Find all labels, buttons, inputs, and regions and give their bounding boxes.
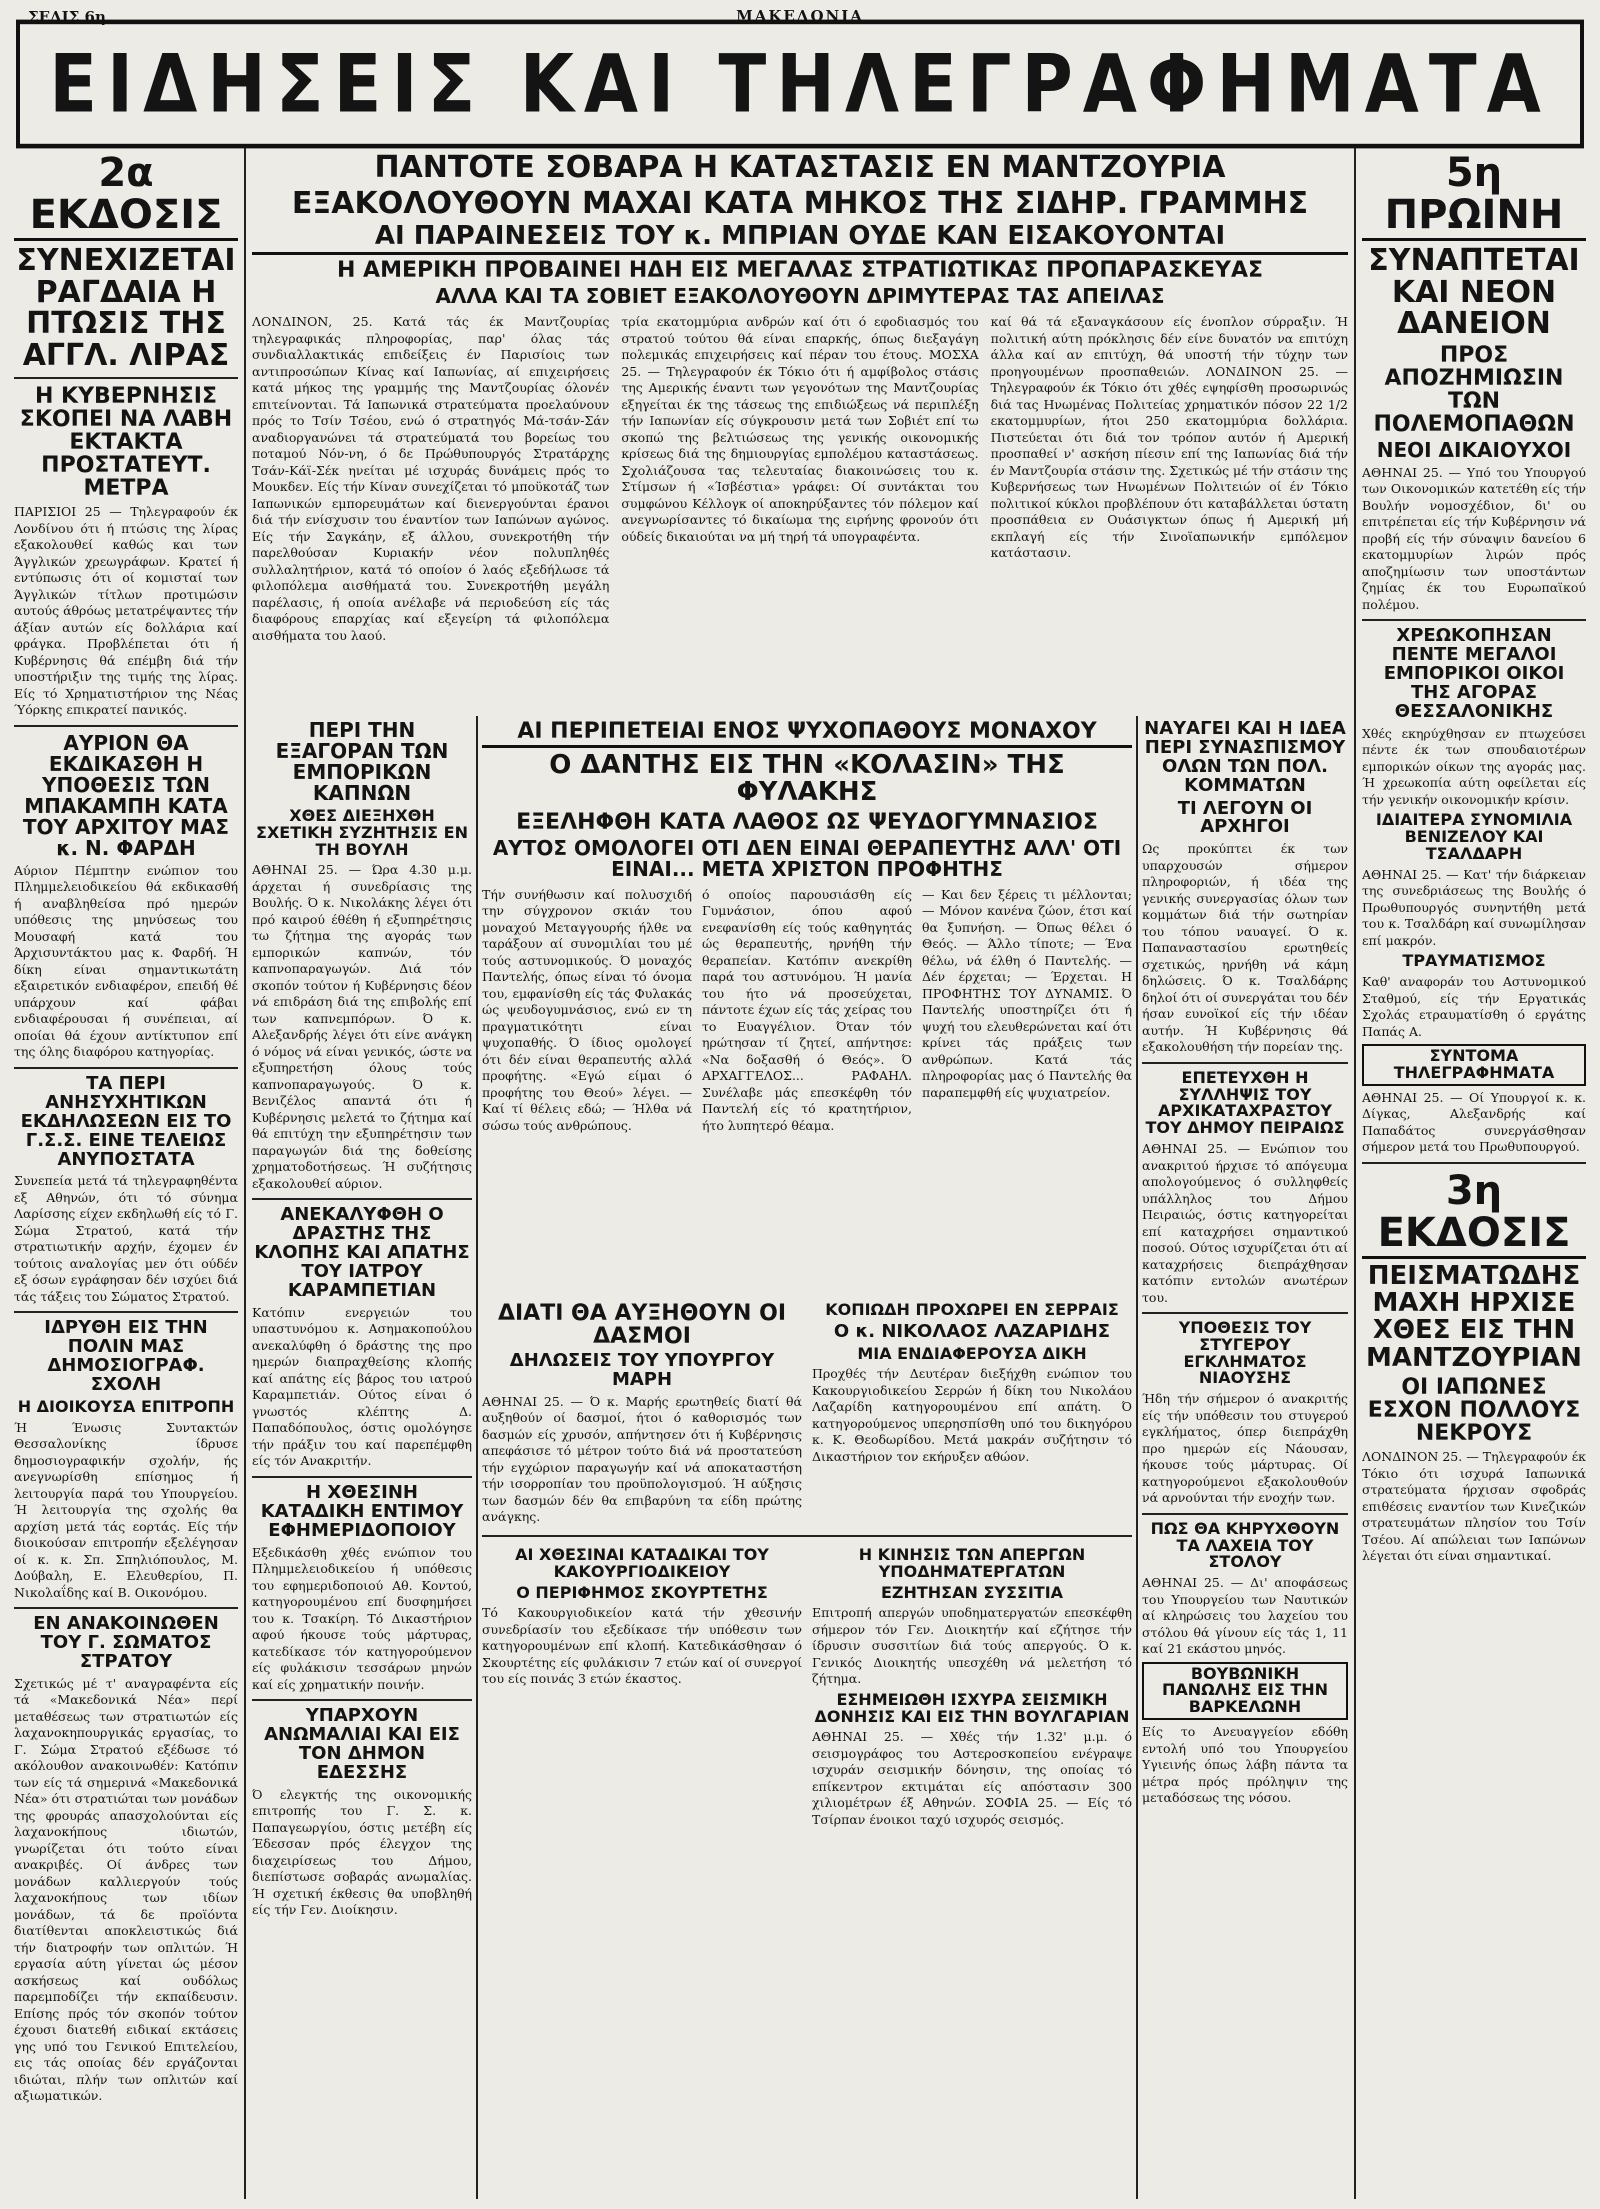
divider [14, 1067, 238, 1069]
monk-story-columns [482, 884, 1132, 1138]
subhead-war-victims: ΠΡΟΣ ΑΠΟΖΗΜΙΩΣΙΝ ΤΩΝ ΠΟΛΕΜΟΠΑΘΩΝ [1373, 342, 1575, 437]
edition-label: 2α ΕΚΔΟΣΙΣ [14, 152, 238, 241]
article-pound: ΠΑΡΙΣΙΟΙ 25 — Τηλεγραφούν έκ Λονδίνου ότι ή πτώσις της λίρας εξακολουθεί καθώς και των Άγγλικών χρεωγράφων. Κρατεί ή εντύπωσις ότι οί κομισταί των Άγγλικών τίτλων προτιμώσιν αυτούς άθρόως μετατρέψαντες τήν άξίαν αυτών είς δολλάρια καί φράγκα. Προβλέπεται ότι ή Κυβέρνησις θά επέμβη διά τήν υποστήριξιν της τιμής της λίρας. Είς τό Χρηματιστήριον της Νέας Ύόρκης επικρατεί πανικός. [14, 504, 238, 718]
headline-mistaken: ΕΞΕΛΗΦΘΗ ΚΑΤΑ ΛΑΘΟΣ ΩΣ ΨΕΥΔΟΓΥΜΝΑΣΙΟΣ [516, 809, 1098, 835]
headline-serres: ΚΟΠΙΩΔΗ ΠΡΟΧΩΡΕΙ ΕΝ ΣΕΡΡΑΙΣ [825, 1300, 1119, 1319]
divider [14, 1607, 238, 1609]
court-story [482, 1543, 802, 1831]
column-rule [1136, 716, 1138, 2199]
headline-theft: ΑΝΕΚΑΛΥΦΘΗ Ο ΔΡΑΣΤΗΣ ΤΗΣ ΚΛΟΠΗΣ ΚΑΙ ΑΠΑΤΗΣ ΤΟΥ ΙΑΤΡΟΥ ΚΑΡΑΜΠΕΤΙΑΝ [254, 1204, 470, 1301]
headline-venizelos-meeting: ΙΔΙΑΙΤΕΡΑ ΣΥΝΟΜΙΛΙΑ ΒΕΝΙΖΕΛΟΥ ΚΑΙ ΤΣΑΛΔΑΡΗ [1375, 810, 1573, 863]
article-corps: Συνεπεία μετά τά τηλεγραφηθέντα εξ Αθηνών, ότι τό σύνημα Λαρίσσης είχεν εκδηλωθή είς τό Γ. Σώμα Στρατού, κατά τήν στρατιωτικήν αρχήν, έχομεν έν τούτοις αναλογίας μεν ότι ούδέν εξ όσων εγράφησαν δέν ισχύει διά τάς τάξεις του Σώματος Στρατού. [14, 1173, 238, 1304]
main-col-3: καί θά τά εξαναγκάσουν είς ένοπλον σύρραξιν. Ή πολιτική αύτη πρόκλησις δέν είνε δυνατόν να επιτύχη άλλα καί αν επιτύχη, θά υποστή τήν τύχην των προηγουμένων προσπαθειών. ΛΟΝΔΙΝΟΝ 25. — Τηλεγραφούν έκ Τόκιο ότι χθές εψηφίσθη προσωρινώς διά τας Ηνωμένας Πολιτείας χρηματικόν πόσον 22 1/2 εκατομμυρίων, ήτοι 250 εκατομμύρια δολλάρια. Πιστεύεται ότι διά τον τρόπον αυτόν ή Αμερική προσπαθεί ν' ασκήση πίεσιν επί της Ιαπωνίας διά τήν έν Μαντζουρία στάσιν της. Σχετικώς μέ τήν στάσιν της Κυβερνήσεως των Ηνωμένων Πολιτειών οί έν Τόκιο πολιτικοί κύκλοι προβλέπουν ότι καταβάλλεται ύστατη προσπάθεια εν Ουάσιγκτων όπως ή Αμερική μή εκπλαγή είς τήν Σινοϊαπωνικήν εμπόλεμον κατάστασιν. [990, 314, 1348, 561]
article-strikers: Επιτροπή απεργών υποδηματεργατών επεσκέφθη σήμερον τόν Γεν. Διοικητήν καί εζήτησε τήν ίδρυσιν συσσιτίων διά τούς απεργούς. Ό κ. Γενικός Διοικητής υπεσχέθη νά μελετήση τό ζήτημα. [812, 1605, 1132, 1687]
monk-col-3: — Και δεν ξέρεις τι μέλλονται; — Μόνον κανένα ζώον, έτσι καί θα ξυπνήση. — Όπως θέλει ό Θεός. — Άλλο τίποτε; — Ένα θέλω, νά έλθη ό Παντελής. — Δέν έρχεται; — Έρχεται. Η ΠΡΟΦΗΤΗΣ ΤΟΥ ΔΥΝΑΜΙΣ. Ό Παντελής υποστηρίζει ότι ή ψυχή του ελευθερώνεται καί ότι κρίνει τάς πράξεις των ανθρώπων. Κατά τάς πληροφορίας μας ό Παντελής θα παραπεμφθή είς ψυχιατρείον. [922, 886, 1132, 1100]
headline-fierce-battle: ΠΕΙΣΜΑΤΩΔΗΣ ΜΑΧΗ ΗΡΧΙΣΕ ΧΘΕΣ ΕΙΣ ΤΗΝ ΜΑΝΤΖΟΥΡΙΑΝ [1366, 1260, 1582, 1373]
politics-column [1142, 716, 1348, 2202]
article-school: Ή Ένωσις Συντακτών Θεσσαλονίκης ίδρυσε δημοσιογραφικήν σχολήν, ής ανεγνωρίσθη επίσημος ή λειτουργία παρά του Υπουργείου. Ή λειτουργία της σχολής θα αρχίση μετά τάς εορτάς. Είς τήν διοικούσαν επιτροπήν εξελέγησαν οί κ. κ. Σπ. Σπηλιόπουλος, Μ. Δούβαλη, Ε. Ελευθερίου, Π. Νικολαΐδης καί Β. Οικονόμου. [14, 1419, 238, 1600]
headline-brief-telegrams: ΣΥΝΤΟΜΑ ΤΗΛΕΓΡΑΦΗΜΑΤΑ [1362, 1044, 1586, 1086]
serres-story [812, 1298, 1132, 1529]
subhead-leaders: ΤΙ ΛΕΓΟΥΝ ΟΙ ΑΡΧΗΓΟΙ [1177, 797, 1313, 838]
subhead-trial: ΜΙΑ ΕΝΔΙΑΦΕΡΟΥΣΑ ΔΙΚΗ [857, 1343, 1087, 1363]
divider [1142, 1513, 1348, 1515]
headline-coalition: ΝΑΥΑΓΕΙ ΚΑΙ Η ΙΔΕΑ ΠΕΡΙ ΣΥΝΑΣΠΙΣΜΟΥ ΟΛΩΝ ΤΩΝ ΠΟΛ. ΚΟΜΜΑΤΩΝ [1144, 718, 1346, 796]
divider [14, 1311, 238, 1313]
headline-tobacco: ΠΕΡΙ ΤΗΝ ΕΞΑΓΟΡΑΝ ΤΩΝ ΕΜΠΟΡΙΚΩΝ ΚΑΠΝΩΝ [275, 718, 449, 805]
headline-pound-fall: ΣΥΝΕΧΙΖΕΤΑΙ ΡΑΓΔΑΙΑ Η ΠΤΩΣΙΣ ΤΗΣ ΑΓΓΛ. ΛΙΡΑΣ [16, 243, 236, 373]
subhead-soup-kitchens: ΕΖΗΤΗΣΑΝ ΣΥΣΣΙΤΙΑ [880, 1582, 1064, 1602]
article-brief: ΑΘΗΝΑΙ 25. — Οί Υπουργοί κ. κ. Δίγκας, Αλεξανδρής καί Παπαδάτος συνεργάσθησαν σήμερον μετά του Πρωθυπουργού. [1362, 1089, 1586, 1155]
divider [252, 1699, 472, 1701]
column-rule [1354, 148, 1356, 2199]
article-theft: Κατόπιν ενεργειών του υπαστυνόμου κ. Ασημακοπούλου ανεκαλύφθη ό δράστης της προ ημερών διαπραχθείσης κλοπής καί απάτης είς βάρος του ιατρού Καραμπετιάν. Ούτος είναι ό γνωστός κλέπτης Δ. Παπαδόπουλος, όστις ομολόγησε τήν πράξιν του καί παρεπέμφθη είς τόν Ανακριτήν. [252, 1304, 472, 1469]
left-column [14, 148, 238, 2203]
headline-tariffs: ΔΙΑΤΙ ΘΑ ΑΥΞΗΘΟΥΝ ΟΙ ΔΑΣΜΟΙ [497, 1301, 787, 1350]
divider [14, 725, 238, 727]
article-lottery: ΑΘΗΝΑΙ 25. — Δι' αποφάσεως του Υπουργείου των Ναυτικών αί κληρώσεις του λαχείου του στόλου θά γίνουν είς τάς 1, 11 καί 21 εκάστου μηνός. [1142, 1575, 1348, 1657]
headline-piraeus: ΕΠΕΤΕΥΧΘΗ Η ΣΥΛΛΗΨΙΣ ΤΟΥ ΑΡΧΙΚΑΤΑΧΡΑΣΤΟΥ ΤΟΥ ΔΗΜΟΥ ΠΕΙΡΑΙΩΣ [1145, 1067, 1345, 1138]
bottom-stories [482, 1298, 1132, 2202]
article-tariffs: ΑΘΗΝΑΙ 25. — Ό κ. Μαρής ερωτηθείς διατί θά αυξηθούν οί δασμοί, ήτοι ό καθορισμός των δασμών είς χρυσόν, απήντησεν ότι ή Κυβέρνησις απεφάσισε τό μέτρον τούτο διά νά προστατεύση τήν εγχώριον παραγωγήν καί νά αποκαταστήση τήν ισορροπίαν του προϋπολογισμού. Ή αύξησις των δασμών δέν θα επιβαρύνη τα είδη πρώτης ανάγκης. [482, 1393, 802, 1525]
headline-injury: ΤΡΑΥΜΑΤΙΣΜΟΣ [1402, 951, 1546, 971]
article-piraeus: ΑΘΗΝΑΙ 25. — Ενώπιον του ανακριτού ήρχισε τό απόγευμα απολογούμενος ό συλληφθείς υπάλληλος του Δήμου Πειραιώς, όστις κατηγορείται επί καταχρήσει σημαντικού ποσού. Ούτος ισχυρίζεται ότι αί καταχρήσεις διεπράχθησαν κατόπιν εντολών ανωτέρων του. [1142, 1141, 1348, 1305]
headline-naousa: ΥΠΟΘΕΣΙΣ ΤΟΥ ΣΤΥΓΕΡΟΥ ΕΓΚΛΗΜΑΤΟΣ ΝΙΑΟΥΣΗΣ [1178, 1318, 1312, 1388]
subhead-lazaridis: Ο κ. ΝΙΚΟΛΑΟΣ ΛΑΖΑΡΙΔΗΣ [833, 1320, 1111, 1342]
page-label: ΣΕΛΙΣ 6η [28, 8, 106, 26]
headline-earthquake: ΕΣΗΜΕΙΩΘΗ ΙΣΧΥΡΑ ΣΕΙΣΜΙΚΗ ΔΟΝΗΣΙΣ ΚΑΙ ΕΙΣ ΤΗΝ ΒΟΥΛΓΑΡΙΑΝ [814, 1689, 1130, 1726]
right-column [1362, 148, 1586, 2203]
monk-col-1: Τήν συνήθωσιν καί πολυσχιδή την σύγχρονον σκιάν του μοναχού Μεταγγουρής ήλθε να ταράξουν αί συνομιλίαι του μέ τούς αστυνομικούς. Ό μοναχός Παντελής, όπως είναι τό όνομα του, εμφανίσθη είς τάς Φυλακάς ώς ψευδογυμνάσιος, ενώ εν τη πραγματικότητι είναι ψυχοπαθής. Ό ίδιος ομολογεί ότι δέν είναι θεραπευτής αλλά προφήτης. «Εγώ είμαι ό προφήτης του Θεού» λέγει. — Καί τί θέλεις εδώ; — Ήλθα νά σώσω τούς ανθρώπους. [482, 886, 692, 1133]
subhead-committee: Η ΔΙΟΙΚΟΥΣΑ ΕΠΙΤΡΟΠΗ [17, 1396, 235, 1416]
main-headline-soviets: ΑΛΛΑ ΚΑΙ ΤΑ ΣΟΒΙΕΤ ΕΞΑΚΟΛΟΥΘΟΥΝ ΔΡΙΜΥΤΕΡΑΣ ΤΑΣ ΑΠΕΙΛΑΣ [435, 284, 1165, 309]
tariffs-story [482, 1298, 802, 1529]
headline-plague: ΒΟΥΒΩΝΙΚΗ ΠΑΝΩΛΗΣ ΕΙΣ ΤΗΝ ΒΑΡΚΕΛΩΝΗ [1142, 1662, 1348, 1720]
headline-dante: Ο ΔΑΝΤΗΣ ΕΙΣ ΤΗΝ «ΚΟΛΑΣΙΝ» ΤΗΣ ΦΥΛΑΚΗΣ [549, 750, 1065, 808]
column-rule [244, 148, 246, 2199]
article-court: Τό Κακουργιοδικείον κατά τήν χθεσινήν συνεδρίασίν του εξεδίκασε τήν υπόθεσιν των κατηγορουμένων επί κλοπή. Κατεδικάσθησαν ό Σκουρτέτης είς φυλάκισιν 7 ετών καί οί συνεργοί του είς ποινάς 3 ετών έκαστος. [482, 1605, 802, 1687]
monk-col-2: ό οποίος παρουσιάσθη είς Γυμνάσιον, όπου αφού ενεφανίσθη είς τούς καθηγητάς ώς θεραπευτής, ηρνήθη τήν θεραπείαν. Κατόπιν ανεκρίθη παρά του αστυνόμου. Ή μανία του ήτο νά προσεύχεται, πάντοτε έχων είς τάς χείρας του το Ευαγγέλιον. Όταν τόν ηρώτησαν τί ζητεί, απήντησε: «Να δοξασθή ό Θεός». Ό ΑΡΧΑΓΓΕΛΟΣ... ΡΑΦΑΗΛ. Συνέλαβε μάς επεσκέφθη τόν Παντελή είς τό κρατητήριον, ήτο λυπητερό θέαμα. [702, 886, 912, 1133]
monk-story [482, 716, 1132, 1292]
edition-label-morning: 5η ΠΡΩΙΝΗ [1362, 152, 1586, 241]
article-earthquake: ΑΘΗΝΑΙ 25. — Χθές τήν 1.32' μ.μ. ό σεισμογράφος του Αστεροσκοπείου ενέγραψε ισχυράν σεισμικήν δόνησιν, της οποίας τό επίκεντρον εκτιμάται είς απόστασιν 300 χιλιομέτρων έξ Αθηνών. ΣΟΦΙΑ 25. — Είς τό Τσίρπαν ένοικοι ταχύ ισχυρός σεισμός. [812, 1729, 1132, 1827]
headline-journalism-school: ΙΔΡΥΘΗ ΕΙΣ ΤΗΝ ΠΟΛΙΝ ΜΑΣ ΔΗΜΟΣΙΟΓΡΑΦ. ΣΧΟΛΗ [44, 1317, 208, 1396]
headline-japanese-dead: ΟΙ ΙΑΠΩΝΕΣ ΕΣΧΟΝ ΠΟΛΛΟΥΣ ΝΕΚΡΟΥΣ [1367, 1374, 1581, 1446]
headline-new-loan: ΣΥΝΑΠΤΕΤΑΙ ΚΑΙ ΝΕΟΝ ΔΑΝΕΙΟΝ [1368, 243, 1580, 341]
main-story [252, 148, 1348, 708]
main-col-2: τρία εκατομμύρια ανδρών καί ότι ό εφοδιασμός του στρατού τούτου θά είναι επαρκής, όπως διεξαγάγη πολεμικάς επιχειρήσεις καί πέραν του έτους. ΜΟΣΧΑ 25. — Τηλεγραφούν έκ Τόκιο ότι ή αμφίβολος στάσις της Αμερικής έναντι των γεγονότων της Μαντζουρίας εξηγείται έκ της τάσεως της επιδιώξεως νά περιπλέξη τήν Ιαπωνίαν είς σύγκρουσιν μετά των Σοβιέτ επί τω σκοπώ της βελτιώσεως της γενικής οικονομικής κρίσεως διά της δημιουργίας εμπολέμου καταστάσεως. Σχολιάζουσα τας τελευταίας διακοινώσεις του κ. Στίμσων ή «Ίσβέστια» γράφει: Οί συντάκται του συμφώνου Κέλλογκ οί αποκηρύξαντες τόν πόλεμον καί ανεγνωρίσαντες τό δικαίωμα της ειρήνης φρονούν ότι ούδείς δικαιούται να μή τηρή τά υπογραφέντα. [621, 314, 979, 544]
article-trial: Αύριον Πέμπτην ενώπιον του Πλημμελειοδικείου θά εκδικασθή ή αναβληθείσα πρό ημερών υπόθεσις της μηνύσεως του Μουσαφή κατά του Άρχισυντάκτου μας κ. Φαρδή. Ή δίκη είναι σημαντικωτάτη εξαιρετικόν ενδιαφέρον, επειδή θέ υπάρχουν καί φάβαι ενδιαφέρουσαι ή συνέπειαι, αί οποίαι θά έχουν αντίκτυπον επί της όλης διαφόρου κατηγορίας. [14, 862, 238, 1060]
headline-strikers: Η ΚΙΝΗΣΙΣ ΤΩΝ ΑΠΕΡΓΩΝ ΥΠΟΔΗΜΑΤΕΡΓΑΤΩΝ [858, 1544, 1086, 1581]
article-bankruptcies: Χθές εκηρύχθησαν εν πτωχεύσει πέντε έκ των σπουδαιοτέρων εμπορικών οίκων της αγοράς μας. Ή χρεωκοπία αύτη οφείλεται είς τήν γενικήν οικονομικήν κρίσιν. [1362, 725, 1586, 807]
article-conviction: Εξεδικάσθη χθές ενώπιον του Πλημμελειοδικείου ή υπόθεσις του εφημεριδοποιού Αθ. Κοντού, κατηγορουμένου επί δυσφημήσει του κ. Τσακίρη. Τό Δικαστήριον αφού ήκουσε τούς μάρτυρας, κατεδίκασε τόν κατηγορούμενον είς φυλάκισιν τεσσάρων μηνών καί είς χρηματικήν ποινήν. [252, 1544, 472, 1692]
divider [1142, 1062, 1348, 1064]
column-rule [476, 716, 478, 2199]
subhead-beneficiaries: ΝΕΟΙ ΔΙΚΑΙΟΥΧΟΙ [1376, 437, 1572, 462]
subhead-tobacco-debate: ΧΘΕΣ ΔΙΕΞΗΧΘΗ ΣΧΕΤΙΚΗ ΣΥΖΗΤΗΣΙΣ ΕΝ ΤΗ ΒΟΥΛΗ [256, 806, 468, 859]
article-plague: Είς το Ανευαγγείον εδόθη εντολή υπό του Υπουργείου Υγιεινής όπως λάβη πάντα τα μέτρα πρός πρόληψιν της μεταδόσεως της νόσου. [1142, 1724, 1348, 1805]
headline-prophet: ΑΥΤΟΣ ΟΜΟΛΟΓΕΙ ΟΤΙ ΔΕΝ ΕΙΝΑΙ ΘΕΡΑΠΕΥΤΗΣ ΑΛΛ' ΟΤΙ ΕΙΝΑΙ... ΜΕΤΑ ΧΡΙΣΤΟΝ ΠΡΟΦΗΤΗΣ [492, 835, 1122, 881]
article-coalition: Ως προκύπτει έκ των υπαρχουσών σήμερον πληροφοριών, ή ιδέα της γενικής συνεργασίας όλων των κομμάτων διά τήν σωτηρίαν του τόπου ναυαγεί. Ό κ. Παπαναστασίου ερωτηθείς σχετικώς, ηρνήθη νά κάμη δηλώσεις. Ό κ. Τσαλδάρης δηλοί ότι οί συνεργάται του δέν ήσαν ευνοϊκοί είς τήν ιδέαν αυτήν. Ή Κυβέρνησις θά εξακολουθήση τήν πορείαν της. [1142, 841, 1348, 1055]
divider [1362, 1162, 1586, 1164]
headline-court: ΑΙ ΧΘΕΣΙΝΑΙ ΚΑΤΑΔΙΚΑΙ ΤΟΥ ΚΑΚΟΥΡΓΙΟΔΙΚΕΙΟΥ [515, 1544, 769, 1581]
article-loan: ΑΘΗΝΑΙ 25. — Υπό του Υπουργού των Οικονομικών κατετέθη είς τήν Βουλήν νομοσχέδιον, δι' ου επιτρέπεται είς τήν Κυβέρνησιν νά προβή είς τήν σύναψιν δανείου 6 εκατομμυρίων λιρών πρός αποζημίωσιν των υποστάντων ζημίας έκ του Ευρωπαϊκού πολέμου. [1362, 464, 1586, 612]
article-tobacco: ΑΘΗΝΑΙ 25. — Ώρα 4.30 μ.μ. άρχεται ή συνεδρίασις της Βουλής. Ό κ. Νικολάκης λέγει ότι πρό καιρού έθέθη ή εξυπηρέτησις τω ζήτημα της αγοράς των εμπορικών καπνών, τόν καπνοπαραγωγών. Διά τόν σκοπόν τούτον ή Κυβέρνησις δέον νά επιδράση διά της επιβολής επί των καπνεμπόρων. Ό κ. Αλεξανδρής λέγει ότι είνε ανάγκη ό νόμος νά είναι γενικός, ώστε να εξυπηρετήση όλους τούς καπνοπαραγωγούς. Ό κ. Βενιζέλος απαντά ότι ή Κυβέρνησις μελετά το ζήτημα καί θά επιτύχη την εξυπηρέτησιν των παραγωγών διά της δοθείσης χρηματοδοτήσεως. Ή συζήτησις εξακολουθεί αύριον. [252, 862, 472, 1191]
divider [1142, 1312, 1348, 1314]
article-battle: ΛΟΝΔΙΝΟΝ 25. — Τηλεγραφούν έκ Τόκιο ότι ισχυρά Ιαπωνικά στρατεύματα ήρχισαν σφοδράς επιθέσεις εναντίον των Κινεζικών στρατευμάτων πλησίον του Τσίν Τσέου. Αί απώλειαι των Ιαπώνων λέγεται ότι είναι σημαντικαί. [1362, 1449, 1586, 1564]
article-meeting: ΑΘΗΝΑΙ 25. — Κατ' τήν διάρκειαν της συνεδριάσεως της Βουλής ό Πρωθυπουργός συνηντήθη μετά του κ. Τσαλδάρη καί συνωμίλησαν επί μακρόν. [1362, 866, 1586, 948]
divider [252, 1476, 472, 1478]
divider [14, 377, 238, 379]
main-col-1: ΛΟΝΔΙΝΟΝ, 25. Κατά τάς έκ Μαντζουρίας τηλεγραφικάς πληροφορίας, παρ' όλας τάς συνδιαλλακτικάς επιδείξεις έν Παρισίοις των αντιπροσώπων Κίνας καί Ιαπωνίας, αί επιχειρήσεις κατά μήκος της γραμμής της Μαντζουρίας όλονέν επιτείνονται. Τά Ιαπωνικά στρατεύματα προελαύνουν πρός το Τσίν Τσέου, ενώ ό στρατηγός Μά-τσάν-Σάν αναδιοργανώνει τά στρατεύματά του βορείως του ποταμού Νόν-νη, ό δε Πρώθυπουργός Στρατάρχης Τσάν-Κάϊ-Σέκ ηνείται μέ ισχυράς δυνάμεις πρός το Μουκδεν. Είς τήν Κίναν συνεχίζεται τό μποϋκοτάζ των Ιαπωνικών εμπορευμάτων καί διενεργούνται έρανοι διά τήν ενίσχυσιν του έναντίον των Ιαπώνων αγώνος. Είς τήν Σαγκάην, εξ άλλου, συνεκροτήθη τήν παρελθούσαν Κυριακήν νέον πολυπληθές συλλαλητήριον, κατά τό οποίον ό λαός εξεδήλωσε τά φιλοπόλεμα αισθήματά του. Συνεκροτήθη μεγάλη παρέλασις, ή οποία ανέλαβε νά περιοδεύση είς τάς διαφόρους επαρχίας καί εξεγείρη τά φιλοπόλεμα αισθήματα του λαού. [252, 314, 610, 643]
bottom-upper-row [482, 1298, 1132, 1529]
main-headline-battles: ΕΞΑΚΟΛΟΥΘΟΥΝ ΜΑΧΑΙ ΚΑΤΑ ΜΗΚΟΣ ΤΗΣ ΣΙΔΗΡ. ΓΡΑΜΜΗΣ [291, 185, 1309, 221]
headline-edessa: ΥΠΑΡΧΟΥΝ ΑΝΩΜΑΛΙΑΙ ΚΑΙ ΕΙΣ ΤΟΝ ΔΗΜΟΝ ΕΔΕΣΣΗΣ [264, 1705, 460, 1783]
article-serres: Προχθές τήν Δευτέραν διεξήχθη ενώπιον του Κακουργιοδικείου Σερρών ή δίκη του Νικολάου Λαζαρίδη κατηγορουμένου επί απάτη. Ό κατηγορούμενος υπερησπίσθη υπό του δικηγόρου κ. Κ. Θεοδωρίδου. Μετά μακράν συζήτησιν τό Δικαστήριον τον εκήρυξεν αθώον. [812, 1366, 1132, 1464]
subhead-skourtetis: Ο ΠΕΡΙΦΗΜΟΣ ΣΚΟΥΡΤΕΤΗΣ [516, 1582, 768, 1602]
divider [252, 1198, 472, 1200]
tobacco-column [252, 716, 472, 2202]
main-headline-america: Η ΑΜΕΡΙΚΗ ΠΡΟΒΑΙΝΕΙ ΗΔΗ ΕΙΣ ΜΕΓΑΛΑΣ ΣΤΡΑΤΙΩΤΙΚΑΣ ΠΡΟΠΑΡΑΣΚΕΥΑΣ [336, 258, 1264, 284]
headline-protective-measures: Η ΚΥΒΕΡΝΗΣΙΣ ΣΚΟΠΕΙ ΝΑ ΛΑΒΗ ΕΚΤΑΚΤΑ ΠΡΟΣΤΑΤΕΥΤ. ΜΕΤΡΑ [19, 384, 233, 502]
headline-conviction: Η ΧΘΕΣΙΝΗ ΚΑΤΑΔΙΚΗ ΕΝΤΙΜΟΥ ΕΦΗΜΕΡΙΔΟΠΟΙΟΥ [260, 1481, 464, 1541]
article-injury: Καθ' αναφοράν του Αστυνομικού Σταθμού, είς τήν Εργατικάς Σχολάς ετραυματίσθη ό εργάτης Παπάς Α. [1362, 974, 1586, 1039]
bottom-lower-row [482, 1543, 1132, 1831]
headline-bankruptcies: ΧΡΕΩΚΟΠΗΣΑΝ ΠΕΝΤΕ ΜΕΓΑΛΟΙ ΕΜΠΟΡΙΚΟΙ ΟΙΚΟΙ ΤΗΣ ΑΓΟΡΑΣ ΘΕΣΣΑΛΟΝΙΚΗΣ [1383, 625, 1565, 722]
main-headline: ΠΑΝΤΟΤΕ ΣΟΒΑΡΑ Η ΚΑΤΑΣΤΑΣΙΣ ΕΝ ΜΑΝΤΖΟΥΡΙΑ [374, 150, 1226, 185]
main-story-columns [252, 311, 1348, 647]
divider [482, 1535, 1132, 1537]
paper-name: ΜΑΚΕΔΟΝΙΑ [736, 7, 864, 25]
headline-corps-announcement: ΕΝ ΑΝΑΚΟΙΝΩΘΕΝ ΤΟΥ Γ. ΣΩΜΑΤΟΣ ΣΤΡΑΤΟΥ [33, 1613, 219, 1673]
main-headline-briand: ΑΙ ΠΑΡΑΙΝΕΣΕΙΣ ΤΟΥ κ. ΜΠΡΙΑΝ ΟΥΔΕ ΚΑΝ ΕΙΣΑΚΟΥΟΝΤΑΙ [252, 223, 1348, 255]
headline-trial-tomorrow: ΑΥΡΙΟΝ ΘΑ ΕΚΔΙΚΑΣΘΗ Η ΥΠΟΘΕΣΙΣ ΤΩΝ ΜΠΑΚΑΜΠΗ ΚΑΤΑ ΤΟΥ ΑΡΧΙΤΟΥ ΜΑΣ κ. Ν. ΦΑΡΔΗ [22, 730, 230, 860]
subhead-maris: ΔΗΛΩΣΕΙΣ ΤΟΥ ΥΠΟΥΡΓΟΥ ΜΑΡΗ [509, 1350, 775, 1391]
headline-lottery: ΠΩΣ ΘΑ ΚΗΡΥΧΘΟΥΝ ΤΑ ΛΑΧΕΙΑ ΤΟΥ ΣΤΟΛΟΥ [1150, 1518, 1340, 1572]
edition-label-third: 3η ΕΚΔΟΣΙΣ [1362, 1170, 1586, 1259]
divider [1362, 619, 1586, 621]
headline-monk: ΑΙ ΠΕΡΙΠΕΤΕΙΑΙ ΕΝΟΣ ΨΥΧΟΠΑΘΟΥΣ ΜΟΝΑΧΟΥ [482, 720, 1132, 748]
headline-corps-rumours: ΤΑ ΠΕΡΙ ΑΝΗΣΥΧΗΤΙΚΩΝ ΕΚΔΗΛΩΣΕΩΝ ΕΙΣ ΤΟ Γ.Σ.Σ. ΕΙΝΕ ΤΕΛΕΙΩΣ ΑΝΥΠΟΣΤΑΤΑ [20, 1072, 232, 1170]
article-naousa: Ήδη τήν σήμερον ό ανακριτής είς τήν υπόθεσιν του στυγερού εγκλήματος, όπερ διεπράχθη προ ημερών είς Νάουσαν, ήκουσε τούς μάρτυρας. Οί κατηγορούμενοι εξακολουθούν νά αρνούνται τήν ενοχήν των. [1142, 1391, 1348, 1506]
section-banner: ΕΙΔΗΣΕΙΣ ΚΑΙ ΤΗΛΕΓΡΑΦΗΜΑΤΑ [16, 20, 1584, 149]
article-edessa: Ό ελεγκτής της οικονομικής επιτροπής του Γ. Σ. κ. Παπαγεωργίου, όστις μετέβη είς Έδεσσαν πρός έλεγχον της διαχειρίσεως του Δήμου, διεπίστωσε σοβαράς ανωμαλίας. Ή σχετική έκθεσις θα υποβληθή είς τήν Γεν. Διοίκησιν. [252, 1786, 472, 1918]
strikers-story [812, 1543, 1132, 1831]
article-announcement: Σχετικώς μέ τ' αναγραφέντα είς τά «Μακεδονικά Νέα» περί μεταθέσεως των στρατιωτών είς λαχανοκηπουργικάς εργασίας, το Γ. Σώμα Στρατού εξέδωσε τό ακόλουθον ανακοινωθέν: Κατόπιν των είς τά σημερινά «Μακεδονικά Νέα» ότι στρατιώται των μονάδων της φρουράς απασχολούνται είς λαχανοκήπους ιδιωτών, γνωρίζεται ότι τούτο είναι ανακριβές. Οί άνδρες των μονάδων καλλιεργούν τούς λαχανοκήπους των ιδίων μονάδων, τά δε προϊόντα διατίθενται αποκλειστικώς διά τήν διατροφήν των οπλιτών. Ή εργασία αύτη γίνεται ώς μέσον ασκήσεως καί ουδόλως παρεμποδίζει τήν εκπαίδευσιν. Επίσης πρός τόν σκοπόν τούτον έχουσι διατεθή ειδικαί εκτάσεις γης υπό του Γενικού Επιτελείου, εις τάς οποίας δέν εργάζονται ιδιώται, πλήν των οπλιτών καί αξιωματικών. [14, 1675, 238, 2104]
